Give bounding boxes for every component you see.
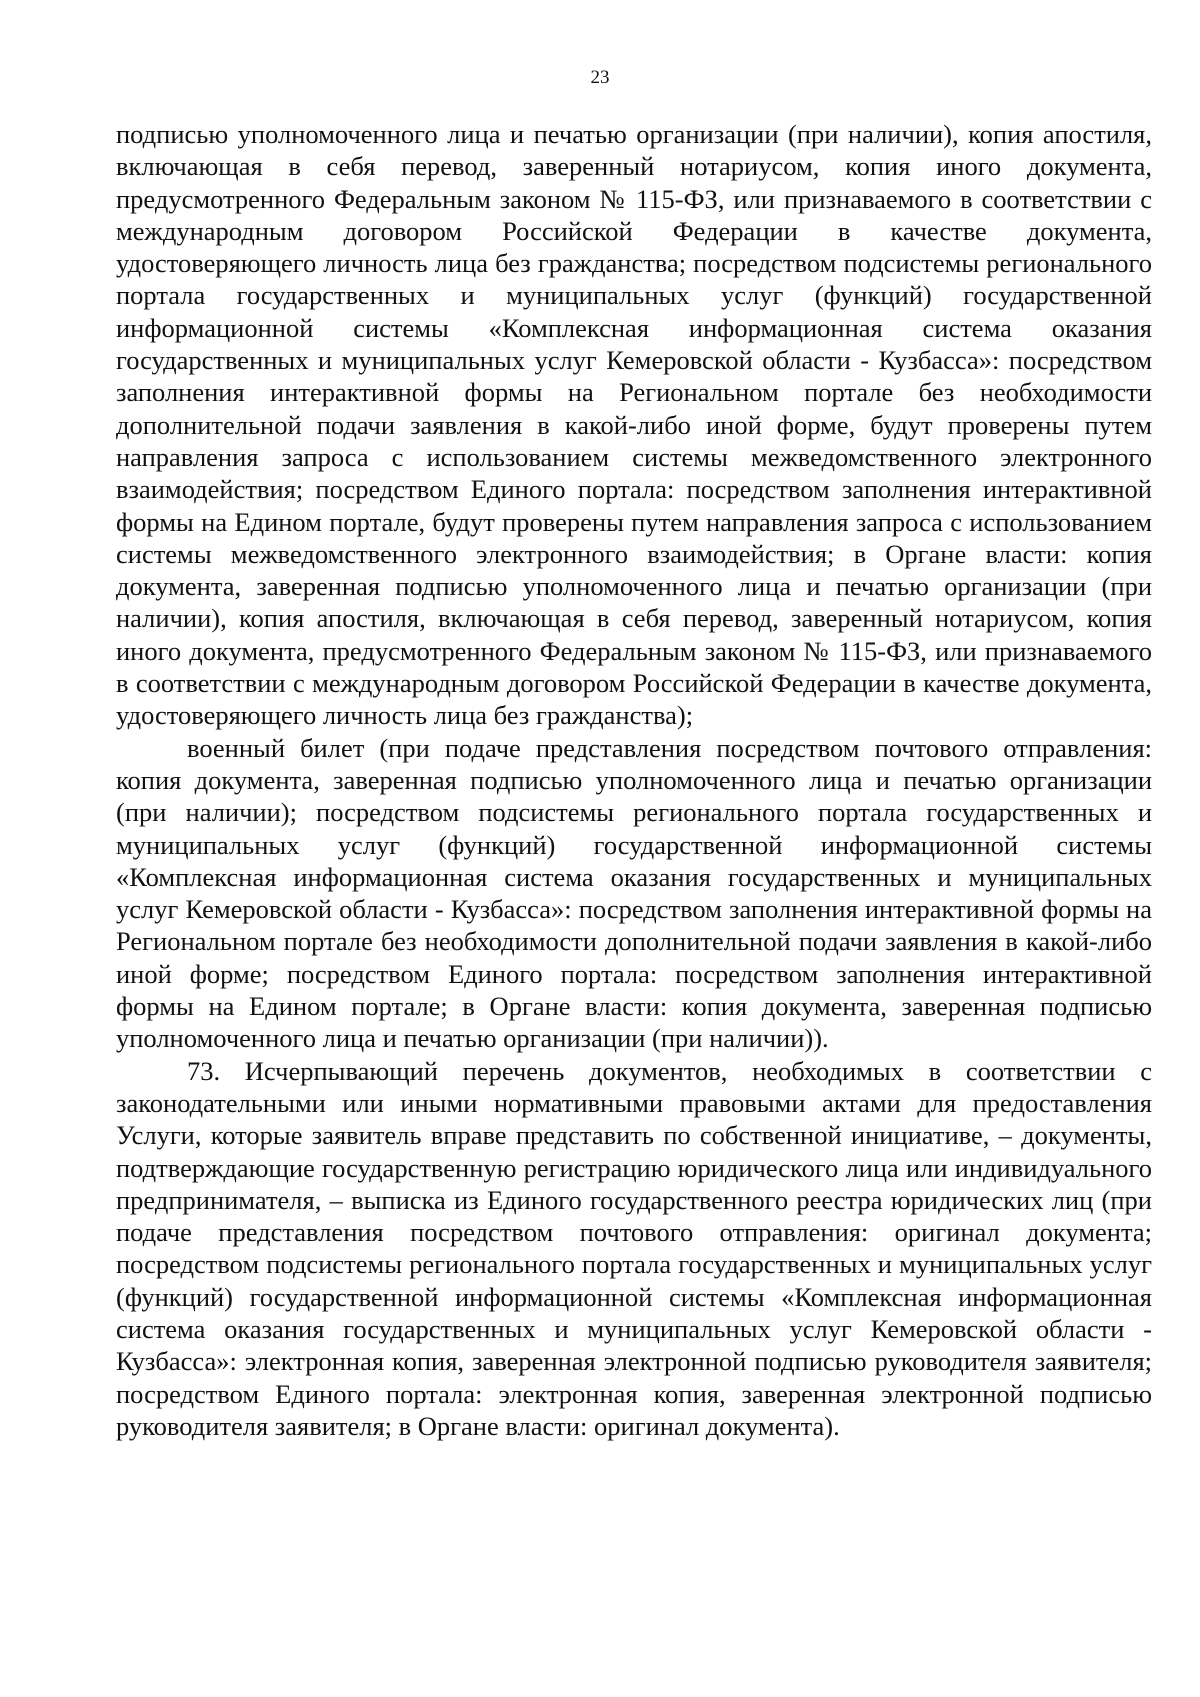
- paragraph-item-73: 73. Исчерпывающий перечень документов, необходимых в соответствии с законодательными или иными нормативными правовыми актами для предоставления Услуги, которые заявитель вправе представить по собственной инициативе, – документы, подтверждающие государственную регистрацию юридического лица или индивидуального предпринимателя, – выписка из Единого государственного реестра юридических лиц (при подаче представления посредством почтового отправления: оригинал документа; посредством подсистемы регионального портала государственных и муниципальных услуг (функций) государственной информационной системы «Комплексная информационная система оказания государственных и муниципальных услуг Кемеровской области - Кузбасса»: электронная копия, заверенная электронной подписью руководителя заявителя; посредством Единого портала: электронная копия, заверенная электронной подписью руководителя заявителя; в Органе власти: оригинал документа).: [116, 1055, 1152, 1441]
- page-number: 23: [590, 67, 610, 88]
- paragraph-military-id: военный билет (при подаче представления посредством почтового отправления: копия документа, заверенная подписью уполномоченного лица и печатью организации (при наличии); посредством подсистемы регионального портала государственных и муниципальных услуг (функций) государственной информационной системы «Комплексная информационная система оказания государственных и муниципальных услуг Кемеровской области - Кузбасса»: посредством заполнения интерактивной формы на Региональном портале без необходимости дополнительной подачи заявления в какой-либо иной форме; посредством Единого портала: посредством заполнения интерактивной формы на Едином портале; в Органе власти: копия документа, заверенная подписью уполномоченного лица и печатью организации (при наличии)).: [116, 732, 1152, 1054]
- paragraph-continuation: подписью уполномоченного лица и печатью организации (при наличии), копия апостиля, включающая в себя перевод, заверенный нотариусом, копия иного документа, предусмотренного Федеральным законом № 115-ФЗ, или признаваемого в соответствии с международным договором Российской Федерации в качестве документа, удостоверяющего личность лица без гражданства; посредством подсистемы регионального портала государственных и муниципальных услуг (функций) государственной информационной системы «Комплексная информационная система оказания государственных и муниципальных услуг Кемеровской области - Кузбасса»: посредством заполнения интерактивной формы на Региональном портале без необходимости дополнительной подачи заявления в какой-либо иной форме, будут проверены путем направления запроса с использованием системы межведомственного электронного взаимодействия; посредством Единого портала: посредством заполнения интерактивной формы на Едином портале, будут проверены путем направления запроса с использованием системы межведомственного электронного взаимодействия; в Органе власти: копия документа, заверенная подписью уполномоченного лица и печатью организации (при наличии), копия апостиля, включающая в себя перевод, заверенный нотариусом, копия иного документа, предусмотренного Федеральным законом № 115-ФЗ, или признаваемого в соответствии с международным договором Российской Федерации в качестве документа, удостоверяющего личность лица без гражданства);: [116, 119, 1152, 731]
- document-body: [116, 118, 1152, 1442]
